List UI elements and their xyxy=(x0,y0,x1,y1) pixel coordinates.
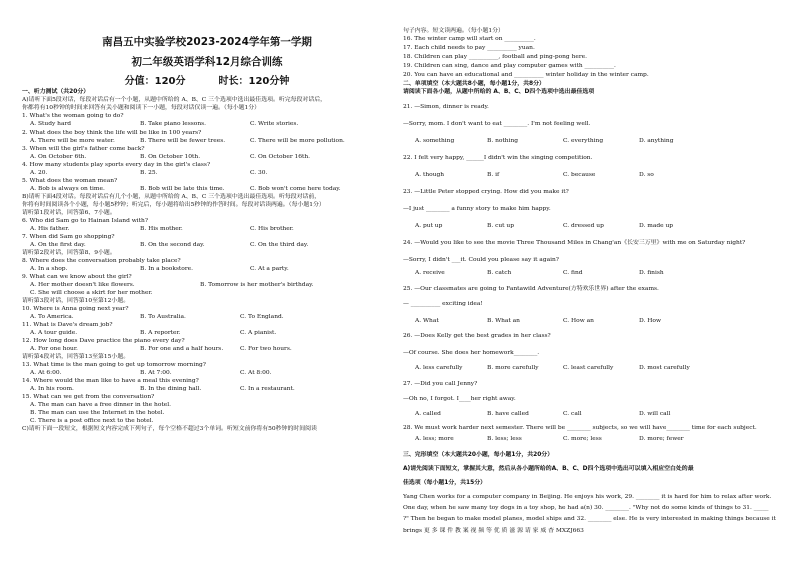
right-column xyxy=(403,0,781,562)
text-line: 6. Who did Sam go to Hainan Island with? xyxy=(22,218,148,224)
answer-option: A. Study hard xyxy=(30,121,72,127)
answer-option: B. At 7:00. xyxy=(140,370,172,376)
answer-option: C. Write stories. xyxy=(250,121,299,127)
text-line: A)请听下面5段对话，每段对话后有一个小题，从题中所给的 A、B、C 三个选项中选出最佳选项。听完每段对话后， xyxy=(22,97,326,103)
answer-option: A. In his room. xyxy=(30,386,74,392)
answer-option: C. There will be more pollution. xyxy=(250,138,345,144)
answer-option: D. How xyxy=(639,318,661,324)
text-line: —Sorry, I didn't ___it. Could you please say it again? xyxy=(403,257,559,263)
answer-option: C. In a restaurant. xyxy=(240,386,295,392)
time-label: 时长：120分钟 xyxy=(218,76,290,87)
text-line: B. The man can use the Internet in the hotel. xyxy=(30,410,165,416)
answer-option: D. will call xyxy=(639,411,671,417)
answer-option: B. Tomorrow is her mother's birthday. xyxy=(200,282,314,288)
text-line: 27. —Did you call Jenny? xyxy=(403,381,478,387)
answer-option: B. catch xyxy=(487,270,512,276)
answer-option: B. 25. xyxy=(140,170,158,176)
section-heading: 三、完形填空（本大题共20小题，每小题1分，共20分） xyxy=(403,452,554,458)
answer-option: A. receive xyxy=(415,270,445,276)
text-line: —Sorry, mom. I don't want to eat ________. I'm not feeling well. xyxy=(403,121,591,127)
answer-option: A. A tour guide. xyxy=(30,330,78,336)
answer-option: C. find xyxy=(563,270,583,276)
answer-option: B. A reporter. xyxy=(140,330,181,336)
answer-option: A. To America. xyxy=(30,314,74,320)
text-line: 2. What does the boy think the life will be like in 100 years? xyxy=(22,130,202,136)
text-line: C. There is a post office next to the hotel. xyxy=(30,418,154,424)
answer-option: C. everything xyxy=(563,138,604,144)
answer-option: A. Bob is always on time. xyxy=(30,186,105,192)
text-line: 10. Where is Anna going next year? xyxy=(22,306,129,312)
text-line: — __________ exciting idea! xyxy=(403,301,483,307)
text-line: 请听第4段对话，回答第13至第15小题。 xyxy=(22,354,130,360)
answer-option: D. most carefully xyxy=(639,365,690,371)
text-line: B)请听下面4段对话。每段对话后有几个小题，从题中所给的 A、B、C 三个选项中选出最佳选项。听每段对话前， xyxy=(22,194,321,200)
left-column xyxy=(22,0,392,562)
answer-option: B. On the second day. xyxy=(140,242,205,248)
text-line: 4. How many students play sports every day in the girl's class? xyxy=(22,162,211,168)
answer-option: C. Bob won't come here today. xyxy=(250,186,341,192)
text-line: 25. —Our classmates are going to Fantawild Adventure(方特欢乐世界) after the exams. xyxy=(403,286,659,292)
answer-option: A. 20. xyxy=(30,170,48,176)
text-line: 15. What can we get from the conversation? xyxy=(22,394,155,400)
answer-option: B. His mother. xyxy=(140,226,183,232)
answer-option: B. Take piano lessons. xyxy=(140,121,207,127)
text-line: ?" Then he began to make model planes, model ships and 32. ________ else. He is very interested in making things because it xyxy=(403,516,776,522)
answer-option: B. have called xyxy=(487,411,529,417)
answer-option: C. A pianist. xyxy=(240,330,277,336)
text-line: 句子内容。短文读两遍。（每小题1分） xyxy=(403,28,504,34)
answer-option: C. least carefully xyxy=(563,365,614,371)
text-line: 9. What can we know about the girl? xyxy=(22,274,132,280)
answer-option: D. anything xyxy=(639,138,674,144)
text-line: 8. Where does the conversation probably take place? xyxy=(22,258,181,264)
text-line: 28. We must work harder next semester. There will be ________ subjects, so we will have________ time for each subject. xyxy=(403,425,757,431)
answer-option: B. In a bookstore. xyxy=(140,266,193,272)
text-line: 请听第2段对话，回答第8、9小题。 xyxy=(22,250,116,256)
answer-option: A. put up xyxy=(415,223,443,229)
answer-option: D. made up xyxy=(639,223,674,229)
answer-option: A. His father. xyxy=(30,226,70,232)
answer-option: C. because xyxy=(563,172,596,178)
answer-option: B. Bob will be late this time. xyxy=(140,186,225,192)
answer-option: C. more; less xyxy=(563,436,602,442)
text-line: 21. —Simon, dinner is ready. xyxy=(403,104,489,110)
text-line: —Oh no, I forgot. I____her right away. xyxy=(403,396,516,402)
answer-option: C. To England. xyxy=(240,314,284,320)
answer-option: C. 30. xyxy=(250,170,268,176)
text-line: 你将有时间阅读各个小题，每小题5秒钟；听完后，每小题将给出5秒钟的作答时间。每段对话读两遍。（每小题1分） xyxy=(22,202,325,208)
text-line: 24. —Would you like to see the movie Three Thousand Miles in Chang'an《长安三万里》with me on Saturday night? xyxy=(403,240,746,246)
answer-option: A. called xyxy=(415,411,441,417)
answer-option: C. On October 16th. xyxy=(250,154,311,160)
answer-option: B. On October 10th. xyxy=(140,154,201,160)
section-heading: 二、单项填空（本大题共8小题，每小题1分，共8分） xyxy=(403,81,545,87)
answer-option: B. if xyxy=(487,172,500,178)
answer-option: A. though xyxy=(415,172,445,178)
answer-option: A. For one hour. xyxy=(30,346,78,352)
text-line: 26. —Does Kelly get the best grades in her class? xyxy=(403,333,551,339)
answer-option: A. On October 6th. xyxy=(30,154,87,160)
text-line: C)请听下面一段短文，根据短文内容完成下列句子，每个空格不超过3个单词。听短文前你将有50秒钟的时间阅读 xyxy=(22,426,317,432)
text-line: 3. When will the girl's father come back? xyxy=(22,146,145,152)
school-title: 南昌五中实验学校2023-2024学年第一学期 xyxy=(102,36,312,48)
text-line: One day, when he saw many toy dogs in a toy shop, he had a(n) 30. ________. "Why not do some kinds of things to 31. _____ xyxy=(403,505,769,511)
text-line: —I just ________ a funny story to make him happy. xyxy=(403,206,551,212)
answer-option: A. Her mother doesn't like flowers. xyxy=(30,282,135,288)
answer-option: C. How an xyxy=(563,318,594,324)
answer-option: B. What an xyxy=(487,318,520,324)
exam-title: 初二年级英语学科12月综合训练 xyxy=(131,56,283,68)
answer-option: B. There will be fewer trees. xyxy=(140,138,226,144)
answer-option: D. so xyxy=(639,172,654,178)
answer-option: B. For one and a half hours. xyxy=(140,346,224,352)
answer-option: C. For two hours. xyxy=(240,346,292,352)
text-line: 请听第1段对话，回答第6、7小题。 xyxy=(22,210,116,216)
answer-option: C. On the third day. xyxy=(250,242,309,248)
answer-option: C. At a party. xyxy=(250,266,289,272)
text-line: 11. What is Dave's dream job? xyxy=(22,322,113,328)
section-heading: 请阅读下面各小题，从题中所给的 A、B、C、D四个选项中选出最佳选项 xyxy=(403,89,595,95)
answer-option: A. On the first day. xyxy=(30,242,86,248)
answer-option: B. more carefully xyxy=(487,365,539,371)
answer-option: A. In a shop. xyxy=(30,266,68,272)
text-line: 13. What time is the man going to get up tomorrow morning? xyxy=(22,362,206,368)
text-line: 14. Where would the man like to have a meal this evening? xyxy=(22,378,199,384)
text-line: 17. Each child needs to pay __________ yuan. xyxy=(403,45,535,51)
answer-option: B. In the dining hall. xyxy=(140,386,202,392)
text-line: A. The man can have a free dinner in the hotel. xyxy=(30,402,171,408)
text-line: 请听第3段对话，回答第10至第12小题。 xyxy=(22,298,130,304)
answer-option: D. more; fewer xyxy=(639,436,684,442)
text-line: 1. What's the woman going to do? xyxy=(22,113,124,119)
text-line: Yang Chen works for a computer company in Beijing. He enjoys his work, 29. ________ it is hard for him to relax after work. xyxy=(403,494,772,500)
answer-option: B. To Australia. xyxy=(140,314,186,320)
answer-option: A. There will be more water. xyxy=(30,138,115,144)
score-label: 分值：120分 xyxy=(124,76,186,87)
text-line: —Of course. She does her homework________. xyxy=(403,350,540,356)
answer-option: D. finish xyxy=(639,270,664,276)
text-line: 5. What does the woman mean? xyxy=(22,178,118,184)
text-line: 16. The winter camp will start on __________. xyxy=(403,36,536,42)
text-line: 23. —Little Peter stopped crying. How did you make it? xyxy=(403,189,569,195)
answer-option: C. call xyxy=(563,411,582,417)
answer-option: C. dressed up xyxy=(563,223,604,229)
answer-option: A. something xyxy=(415,138,455,144)
text-line: 19. Children can sing, dance and play computer games with __________. xyxy=(403,63,616,69)
answer-option: C. At 8:00. xyxy=(240,370,272,376)
answer-option: B. cut up xyxy=(487,223,514,229)
answer-option: A. less carefully xyxy=(415,365,463,371)
text-line: 12. How long does Dave practice the piano every day? xyxy=(22,338,185,344)
section-heading: 一、听力测试（共20分） xyxy=(22,89,90,95)
text-line: 7. When did Sam go shopping? xyxy=(22,234,115,240)
text-line: brings 更 多 课 件 教 案 视 频 等 优 质 滋 源 请 家 威 杳 MXZJ663 xyxy=(403,528,584,534)
text-line: 18. Children can play __________, football and ping-pong here. xyxy=(403,54,588,60)
text-line: 22. I felt very happy, ______I didn't win the singing competition. xyxy=(403,155,593,161)
text-line: C. She will choose a skirt for her mother. xyxy=(30,290,153,296)
answer-option: A. What xyxy=(415,318,439,324)
score-time-line xyxy=(22,72,392,87)
answer-option: B. nothing xyxy=(487,138,519,144)
text-line: 20. You can have an educational and __________ winter holiday in the winter camp. xyxy=(403,72,649,78)
section-heading: 佳选项（每小题1分，共15分） xyxy=(403,480,486,486)
text-line: 你都将有10秒钟的时间来回答有关小题和阅读下一小题，每段对话仅读一遍。（每小题1分） xyxy=(22,105,261,111)
answer-option: A. At 6:00. xyxy=(30,370,62,376)
answer-option: A. less; more xyxy=(415,436,454,442)
answer-option: B. less; less xyxy=(487,436,522,442)
answer-option: C. His brother. xyxy=(250,226,294,232)
section-heading: A)请先阅读下面短文，掌握其大意，然后从各小题所给的A、B、C、D四个选项中选出可以填入相应空白处的最 xyxy=(403,466,694,472)
